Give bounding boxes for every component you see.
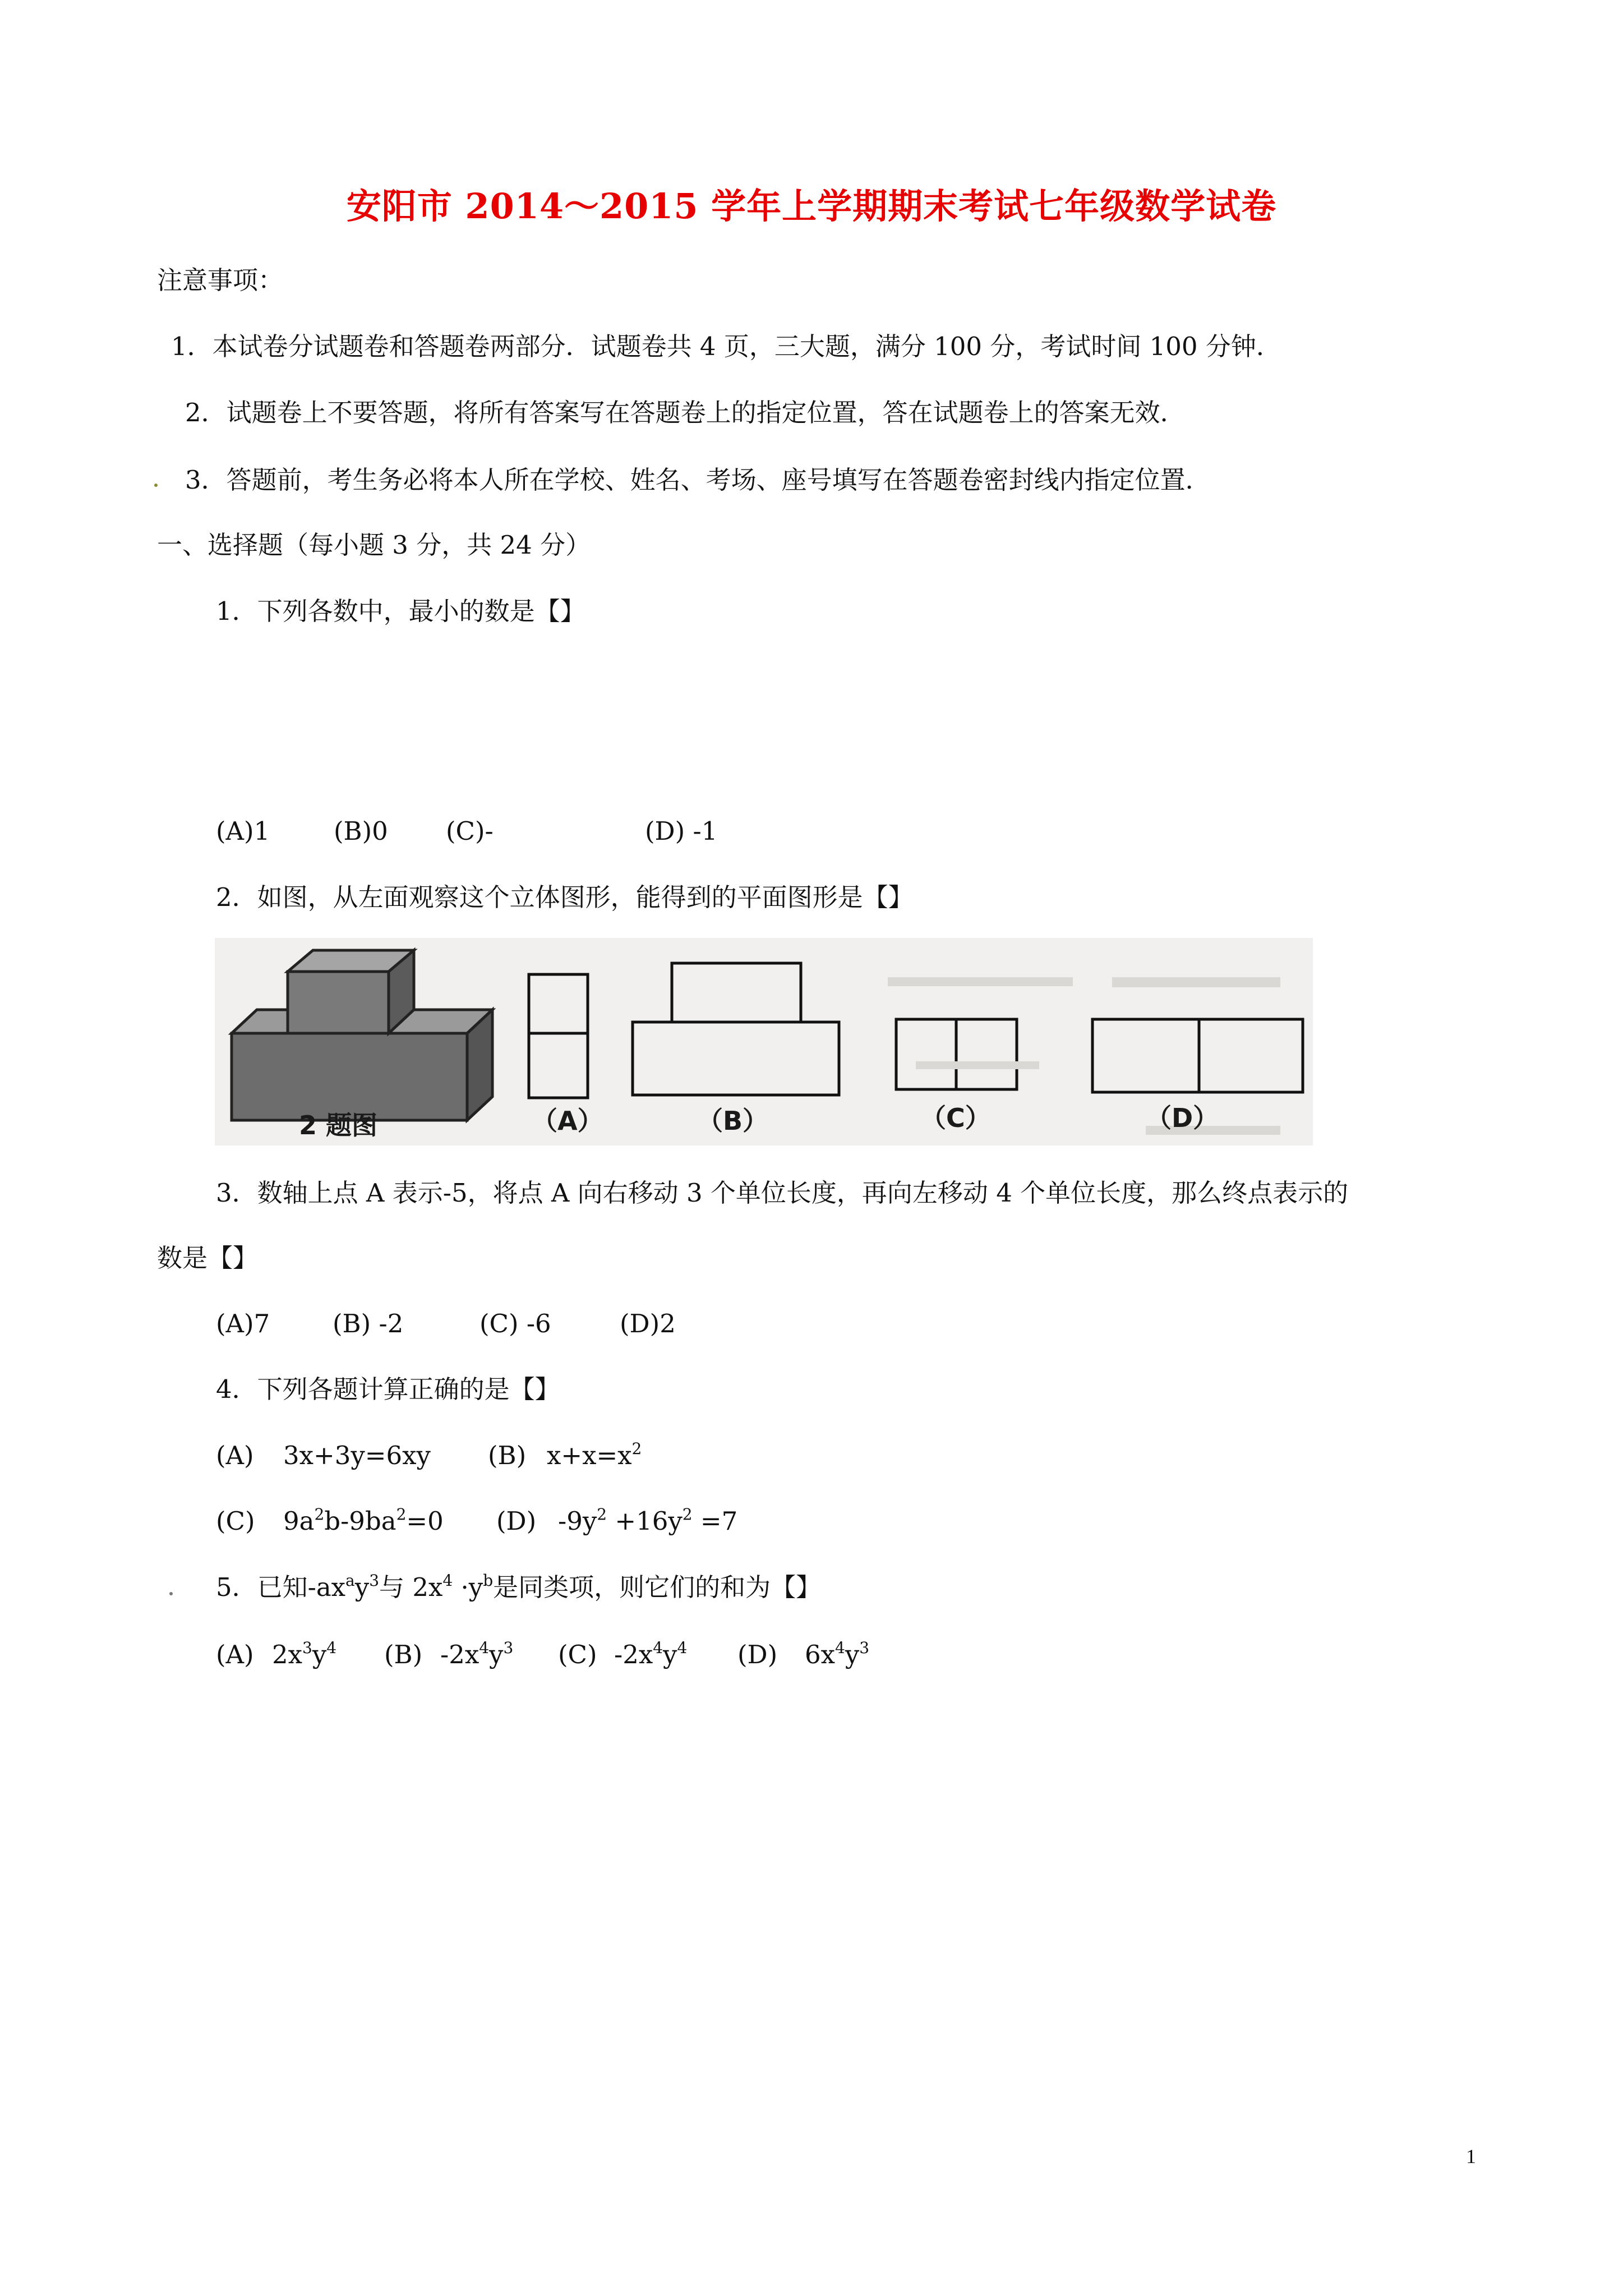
q5-c-exp: 4 [677, 1639, 688, 1657]
question-1-stem: 1．下列各数中，最小的数是【】 [216, 596, 585, 626]
q5-stem-exp: 4 [442, 1571, 453, 1590]
q4-option-b-label: (B) [488, 1441, 527, 1470]
q5-option-d-expr [805, 1638, 869, 1672]
q4-option-c-label: (C) [216, 1506, 255, 1536]
q5-c-exp: 4 [653, 1639, 663, 1657]
figure-label-b: （B） [697, 1106, 769, 1136]
q5-b-part: -2x [440, 1640, 479, 1669]
question-4-stem: 4．下列各题计算正确的是【】 [216, 1374, 560, 1404]
q5-option-b-expr [440, 1638, 513, 1672]
q5-option-a-label: (A) [216, 1640, 254, 1669]
section-heading: 一、选择题（每小题 3 分，共 24 分） [157, 530, 591, 560]
notice-item-2: 2．试题卷上不要答题，将所有答案写在答题卷上的指定位置，答在试题卷上的答案无效． [185, 398, 1186, 427]
q3-option-c: (C) -6 [479, 1309, 551, 1338]
question-1-options [216, 815, 777, 848]
question-2-stem: 2．如图，从左面观察这个立体图形，能得到的平面图形是【】 [216, 882, 914, 912]
notice-item-1: 1．本试卷分试题卷和答题卷两部分．试题卷共 4 页，三大题，满分 100 分，考试时间 100 分钟． [171, 332, 1281, 361]
q4-d-part: +16y [607, 1506, 683, 1536]
q5-option-b-label: (B) [384, 1640, 423, 1669]
q5-stem-exp: 3 [369, 1571, 380, 1590]
q1-option-b: (B)0 [334, 816, 388, 846]
q5-b-part: y [489, 1640, 504, 1669]
q4-c-exp: 2 [396, 1505, 407, 1524]
page-number: 1 [1466, 2145, 1476, 2168]
question-4-options-row2 [216, 1504, 889, 1538]
q5-option-d-label: (D) [737, 1640, 778, 1669]
q5-b-exp: 3 [503, 1639, 514, 1657]
question-3-stem-cont: 数是【】 [157, 1243, 259, 1273]
q5-stem-exp: a [345, 1571, 355, 1590]
q5-stem-part: ·y [453, 1572, 483, 1602]
q5-d-exp: 4 [835, 1639, 845, 1657]
q5-d-exp: 3 [859, 1639, 870, 1657]
q5-d-part: 6x [805, 1640, 836, 1669]
q5-d-part: y [845, 1640, 860, 1669]
scan-speck [154, 484, 158, 487]
q4-c-part: =0 [406, 1506, 444, 1536]
question-5-options [216, 1638, 945, 1672]
exam-title: 安阳市 2014～2015 学年上学期期末考试七年级数学试卷 [346, 186, 1277, 227]
q3-option-d: (D)2 [620, 1309, 676, 1338]
q5-c-part: -2x [614, 1640, 653, 1669]
q4-option-b-expr [547, 1439, 642, 1473]
notice-heading: 注意事项： [157, 265, 284, 295]
q5-a-part: y [312, 1640, 327, 1669]
scan-speck [169, 1592, 173, 1595]
q4-c-exp: 2 [314, 1505, 325, 1524]
q1-option-c: (C)- [446, 816, 494, 846]
q4-option-a-expr: 3x+3y=6xy [283, 1441, 431, 1470]
q3-option-b: (B) -2 [333, 1309, 404, 1338]
q4-d-part: -9y [558, 1506, 597, 1536]
q4-c-part: 9a [283, 1506, 315, 1536]
question-3-stem: 3．数轴上点 A 表示-5，将点 A 向右移动 3 个单位长度，再向左移动 4 个单位长度，那么终点表示的 [216, 1178, 1349, 1208]
q5-c-part: y [663, 1640, 677, 1669]
q5-option-a-expr [272, 1638, 336, 1672]
q5-stem-part: 与 2x [379, 1572, 443, 1602]
q5-stem-part: y [354, 1572, 370, 1602]
q4-d-part: =7 [692, 1506, 738, 1536]
question-2-figure [215, 938, 1313, 1145]
figure-label-d: （D） [1146, 1103, 1219, 1133]
q4-b-exp: 2 [631, 1439, 642, 1458]
q4-b-base: x+x=x [547, 1441, 632, 1470]
question-5-stem [216, 1571, 821, 1604]
q1-option-d: (D) -1 [645, 816, 718, 846]
q4-option-d-label: (D) [496, 1506, 537, 1536]
figure-caption: 2 题图 [299, 1110, 378, 1140]
q5-a-part: 2x [272, 1640, 303, 1669]
q5-stem-exp: b [483, 1571, 494, 1590]
q4-c-part: b-9ba [324, 1506, 396, 1536]
q4-d-exp: 2 [682, 1505, 693, 1524]
q5-option-c-expr [614, 1638, 687, 1672]
q5-b-exp: 4 [479, 1639, 490, 1657]
figure-label-a: （A） [532, 1106, 603, 1136]
q5-a-exp: 3 [302, 1639, 312, 1657]
q3-option-a: (A)7 [216, 1309, 270, 1338]
q4-option-d-expr [558, 1504, 737, 1538]
q5-a-exp: 4 [326, 1639, 337, 1657]
q4-d-exp: 2 [597, 1505, 607, 1524]
q5-option-c-label: (C) [558, 1640, 597, 1669]
q4-option-c-expr [283, 1504, 444, 1538]
figure-label-c: （C） [920, 1103, 991, 1133]
notice-item-3: 3．答题前，考生务必将本人所在学校、姓名、考场、座号填写在答题卷密封线内指定位置． [185, 465, 1211, 495]
question-4-options-row1 [216, 1439, 889, 1473]
q5-stem-part: 5．已知-ax [216, 1572, 346, 1602]
q5-stem-part: 是同类项，则它们的和为【】 [493, 1572, 822, 1602]
q4-option-a-label: (A) [216, 1441, 254, 1470]
q1-option-a: (A)1 [216, 816, 270, 846]
question-3-options [216, 1307, 777, 1341]
